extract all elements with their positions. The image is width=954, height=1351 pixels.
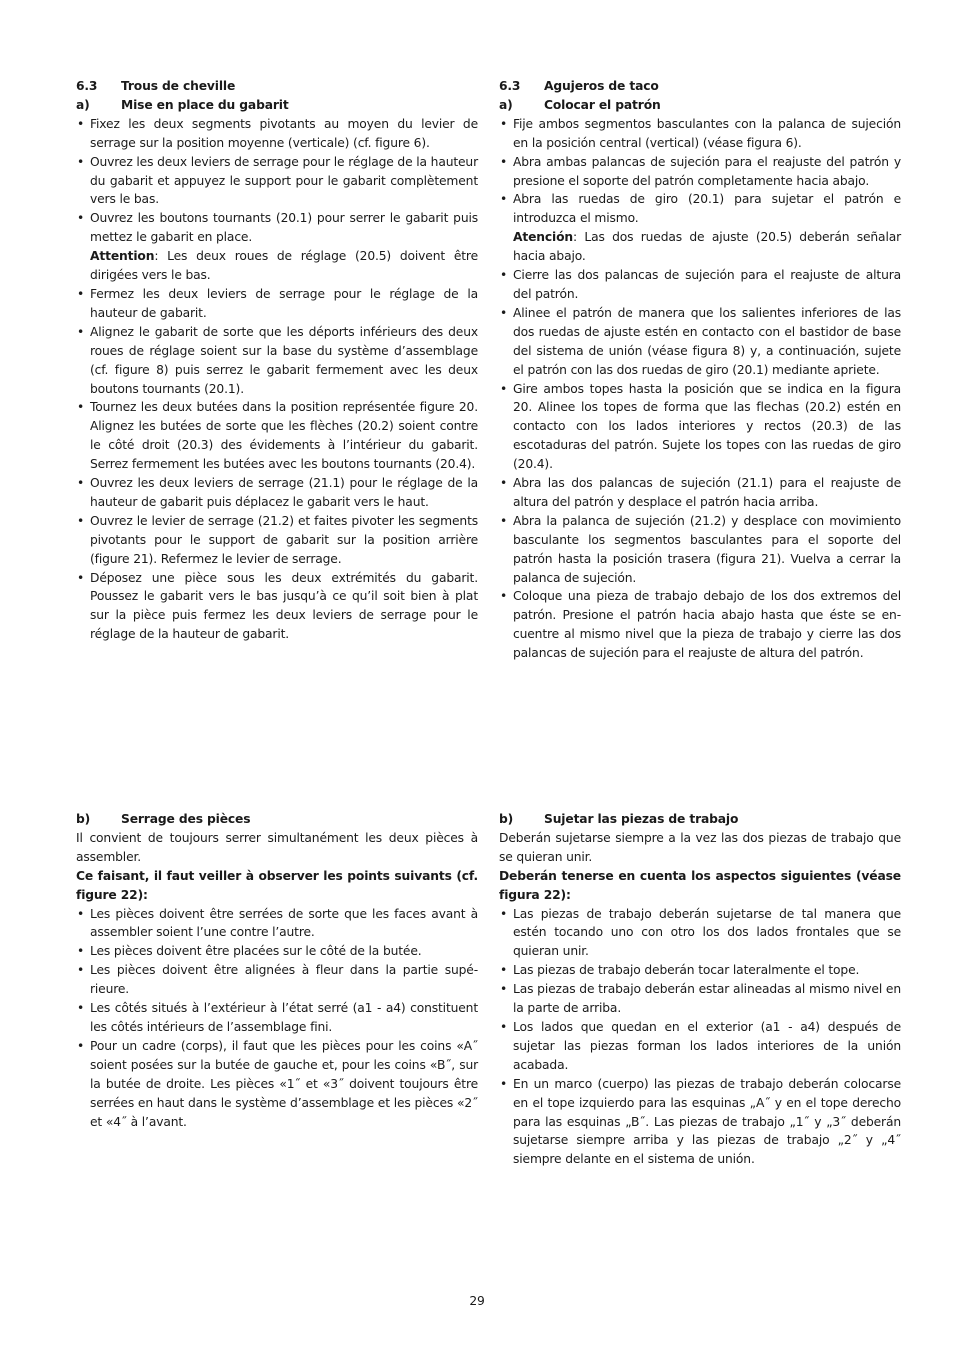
intro-paragraph: Il convient de toujours serrer simultanément les deux pièces à assembler. <box>76 830 478 864</box>
list-item: • Ouvrez le levier de serrage (21.2) et faites pivoter les segments pivotants pour le support de gabarit sur la position arrière (figure 21). Refermez le levier de serrage. <box>76 512 478 569</box>
list-item: • Alinee el patrón de manera que los salientes inferiores de las dos ruedas de ajuste estén en contacto con el bastidor de base del sistema de unión (véase figura 8) y, a continuación, sujete el patrón con las dos ruedas de giro (20.1) mediante apriete. <box>499 304 901 380</box>
list-item: • Fije ambos segmentos basculantes con la palanca de sujeción en la posición central (vertical) (véase figura 6). <box>499 115 901 153</box>
subsection-title: Colocar el patrón <box>544 97 661 112</box>
attention-text: : Les deux roues de réglage (20.5) doivent être dirigées vers le bas. <box>90 249 478 283</box>
fr-section-b <box>76 810 478 1131</box>
subsection-number: a) <box>76 97 90 112</box>
subsection-heading <box>76 96 478 115</box>
list-item: • Cierre las dos palancas de sujeción para el reajuste de altura del patrón. <box>499 266 901 304</box>
es-section-6-3 <box>499 77 901 663</box>
intro-paragraph: Deberán sujetarse siempre a la vez las dos piezas de trabajo que se quieran unir. <box>499 830 901 864</box>
subsection-heading <box>499 810 901 829</box>
section-title: Agujeros de taco <box>544 79 659 93</box>
list-item: • Ouvrez les deux leviers de serrage (21.1) pour le réglage de la hauteur de gabarit puis déplacez le gabarit vers le haut. <box>76 474 478 512</box>
instruction-list <box>499 266 901 663</box>
list-item: • Fermez les deux leviers de serrage pour le réglage de la hauteur de gabarit. <box>76 285 478 323</box>
list-item: • Pour un cadre (corps), il faut que les pièces pour les coins «A˝ soient posées sur la butée de gauche et, pour les coins «B˝, sur la butée de droite. Les pièces «1˝ et «3˝ doivent toujours être serrées en haut dans le système d’assemblage et les pièces «2˝ et «4˝ à l’avant. <box>76 1037 478 1132</box>
list-item: • Las piezas de trabajo deberán tocar lateralmente el tope. <box>499 961 901 980</box>
attention-label: Atención <box>513 230 573 245</box>
list-item: • Ouvrez les boutons tournants (20.1) pour serrer le gabarit puis mettez le gabarit en place. <box>76 209 478 247</box>
instruction-list <box>76 905 478 1132</box>
page-number: 29 <box>469 1294 485 1308</box>
subsection-title: Sujetar las piezas de trabajo <box>544 812 739 826</box>
list-item: • Les pièces doivent être alignées à fleur dans la partie supé-rieure. <box>76 961 478 999</box>
list-item: • Fixez les deux segments pivotants au moyen du levier de serrage sur la position moyenne (verticale) (cf. figure 6). <box>76 115 478 153</box>
section-number: 6.3 <box>76 79 98 93</box>
section-heading <box>499 77 901 96</box>
attention-label: Attention <box>90 249 155 264</box>
attention-text: : Las dos ruedas de ajuste (20.5) deberán señalar hacia abajo. <box>513 230 901 264</box>
section-title: Trous de cheville <box>121 79 236 93</box>
section-number: 6.3 <box>499 79 521 93</box>
list-item: • Abra las dos palancas de sujeción (21.1) para el reajuste de altura del patrón y desplace el patrón hacia arriba. <box>499 474 901 512</box>
list-item: • Las piezas de trabajo deberán estar alineadas al mismo nivel en la parte de arriba. <box>499 980 901 1018</box>
bold-instruction: Ce faisant, il faut veiller à observer les points suivants (cf. figure 22): <box>76 868 478 902</box>
subsection-title: Serrage des pièces <box>121 812 251 826</box>
list-item: • Abra las ruedas de giro (20.1) para sujetar el patrón e introduzca el mismo. <box>499 190 901 228</box>
attention-note <box>499 228 901 266</box>
list-item: • Las piezas de trabajo deberán sujetarse de tal manera que estén tocando uno con otro los dos lados frontales que se quieran unir. <box>499 905 901 962</box>
list-item: • Los lados que quedan en el exterior (a1 - a4) después de sujetar las piezas forman los lados interiores de la unión acabada. <box>499 1018 901 1075</box>
subsection-heading <box>499 96 901 115</box>
attention-note <box>76 247 478 285</box>
bold-instruction: Deberán tenerse en cuenta los aspectos siguientes (véase figura 22): <box>499 868 901 902</box>
list-item: • Abra la palanca de sujeción (21.2) y desplace con movimiento basculante los segmentos basculantes para el soporte del patrón hasta la posición trasera (figura 21). Vuelva a cerrar la palanca de sujeción. <box>499 512 901 588</box>
list-item: • Les pièces doivent être serrées de sorte que les faces avant à assembler soient l’une contre l’autre. <box>76 905 478 943</box>
subsection-title: Mise en place du gabarit <box>121 97 289 112</box>
list-item: • En un marco (cuerpo) las piezas de trabajo deberán colocarse en el tope izquierdo para las esquinas „A˝ y en el tope derecho para las esquinas „B˝. Las piezas de trabajo „1˝ y „3˝ deberán sujetarse siempre arriba y las piezas de trabajo „2˝ y „4˝ siempre delante en el sistema de unión. <box>499 1075 901 1170</box>
list-item: • Gire ambos topes hasta la posición que se indica en la figura 20. Alinee los topes de forma que las flechas (20.2) estén en contacto con los lados interiores y rectos (20.3) de las escotaduras del patrón. Sujete los topes con las ruedas de giro (20.4). <box>499 380 901 475</box>
instruction-list <box>76 285 478 644</box>
fr-section-6-3 <box>76 77 478 644</box>
subsection-number: b) <box>499 812 514 826</box>
subsection-number: a) <box>499 97 513 112</box>
section-heading <box>76 77 478 96</box>
list-item: • Alignez le gabarit de sorte que les déports inférieurs des deux roues de réglage soient sur la base du système d’assemblage (cf. figure 8) puis serrez le gabarit fermement avec les deux boutons tournants (20.1). <box>76 323 478 399</box>
instruction-list <box>499 905 901 1170</box>
subsection-heading <box>76 810 478 829</box>
list-item: • Ouvrez les deux leviers de serrage pour le réglage de la hauteur du gabarit et appuyez le support pour le gabarit complètement vers le bas. <box>76 153 478 210</box>
subsection-number: b) <box>76 812 91 826</box>
list-item: • Les côtés situés à l’extérieur à l’état serré (a1 - a4) constituent les côtés intérieurs de l’assemblage fini. <box>76 999 478 1037</box>
instruction-list <box>76 115 478 247</box>
list-item: • Les pièces doivent être placées sur le côté de la butée. <box>76 942 478 961</box>
list-item: • Déposez une pièce sous les deux extrémités du gabarit. Poussez le gabarit vers le bas jusqu’à ce qu’il soit bien à plat sur la pièce puis fermez les deux leviers de serrage pour le réglage de la hauteur de gabarit. <box>76 569 478 645</box>
list-item: • Tournez les deux butées dans la position représentée figure 20. Alignez les butées de sorte que les flèches (20.2) soient contre le côté droit (20.3) des évidements à l’intérieur du gabarit. Serrez fermement les butées avec les boutons tournants (20.4). <box>76 398 478 474</box>
list-item: • Coloque una pieza de trabajo debajo de los dos extremos del patrón. Presione el patrón hacia abajo hasta que éste se en-cuentre al mismo nivel que la pieza de trabajo y cierre las dos palancas de sujeción para el reajuste de altura del patrón. <box>499 587 901 663</box>
es-section-b <box>499 810 901 1169</box>
instruction-list <box>499 115 901 228</box>
list-item: • Abra ambas palancas de sujeción para el reajuste del patrón y presione el soporte del patrón completamente hacia abajo. <box>499 153 901 191</box>
